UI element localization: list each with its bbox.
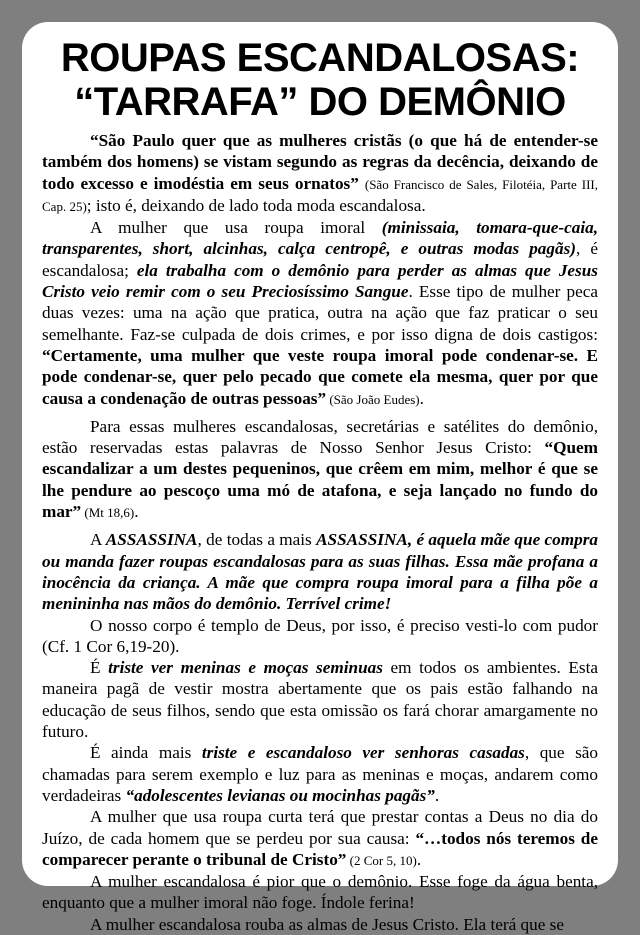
paragraph-2-quote: “Certamente, uma mulher que veste roupa imoral pode condenar-se. E pode condenar-se, quer pelo pecado que comete ela mesma, quer por que causa a condenação de outras pessoas” [42, 345, 598, 408]
paragraph-3 [42, 416, 598, 523]
title-line-2: “TARRAFA” DO DEMÔNIO [74, 80, 566, 124]
paragraph-7 [42, 742, 598, 806]
paragraph-3-quote: “Quem escandalizar a um destes pequeninos, que crêem em mim, melhor é que se lhe pendure ao pescoço uma mó de atafona, e seja lançado no fundo do mar” [42, 438, 598, 522]
paragraph-2-text-c: , é escandalosa; [42, 239, 598, 280]
paragraph-1-reference: (São Francisco de Sales, Filotéia, Parte III, Cap. 25) [42, 176, 598, 214]
paragraph-4-text-a: A [90, 530, 106, 550]
paragraph-1-quote: “São Paulo quer que as mulheres cristãs (o que há de entender-se também dos homens) se vistam segundo as regras da decência, deixando de todo excesso e imodéstia em seus ornatos” [42, 131, 598, 193]
paragraph-6 [42, 657, 598, 742]
paragraph-7-text-c: , que são chamadas para serem exemplo e luz para as meninas e moças, andarem como verdadeiras [42, 743, 598, 805]
paragraph-4-emphasis-e: , é aquela mãe que compra ou manda fazer roupas escandalosas para as suas filhas. Essa mãe profana a inocência da criança. A mãe que compra roupa imoral para a filha põe a menininha nas mãos do demônio. Terrível crime! [42, 530, 598, 614]
paragraph-8-text-a: A mulher que usa roupa curta terá que prestar contas a Deus no dia do Juízo, de cada homem que se perdeu por sua causa: [42, 807, 598, 848]
paragraph-1 [42, 130, 598, 217]
paragraph-10: A mulher escandalosa rouba as almas de Jesus Cristo. Ela terá que se [90, 914, 564, 934]
paragraph-2-text-e: . Esse tipo de mulher peca duas vezes: uma na ação que pratica, outra na ação que faz praticar o seu semelhante. Faz-se culpada de dois crimes, e por isso digna de dois castigos: [42, 282, 598, 344]
paragraph-7-text-e: . [434, 785, 440, 805]
title-line-1: ROUPAS ESCANDALOSAS: [60, 36, 580, 80]
paragraph-2-text-a: A mulher que usa roupa imoral [90, 218, 382, 238]
paragraph-2-emphasis-d: ela trabalha com o demônio para perder as almas que Jesus Cristo veio remir com o seu Preciosíssimo Sangue [42, 260, 598, 302]
paragraph-8-quote: “…todos nós teremos de comparecer perante o tribunal de Cristo” [42, 828, 598, 869]
article-body [42, 130, 598, 935]
paragraph-1-tail: ; isto é, deixando de lado toda moda escandalosa. [86, 195, 426, 215]
paragraph-4-text-c: , de todas a mais [197, 530, 317, 550]
paragraph-7-text-a: É ainda mais [90, 743, 202, 763]
paragraph-9: A mulher escandalosa é pior que o demônio. Esse foge da água benta, enquanto que a mulher imoral não foge. Índole ferina! [42, 872, 598, 913]
paragraph-6-emphasis-b: triste ver meninas e moças seminuas [108, 658, 383, 678]
paragraph-7-emphasis-d: “adolescentes levianas ou mocinhas pagãs” [125, 785, 435, 805]
paragraph-2-reference: (São João Eudes) [326, 391, 420, 407]
paragraph-3-reference: (Mt 18,6) [81, 505, 135, 521]
paragraph-6-text-a: É [90, 658, 109, 678]
paragraph-8-text-c: . [416, 849, 422, 869]
paragraph-4-emphasis-d: ASSASSINA [316, 530, 408, 550]
paragraph-8-reference: (2 Cor 5, 10) [346, 852, 417, 868]
document-page [22, 22, 618, 934]
paragraph-7-emphasis-b: triste e escandaloso ver senhoras casadas [201, 743, 525, 763]
paragraph-3-text-c: . [134, 502, 139, 522]
paragraph-3-text-a: Para essas mulheres escandalosas, secretárias e satélites do demônio, estão reservadas estas palavras de Nosso Senhor Jesus Cristo: [42, 416, 598, 458]
paragraph-4 [42, 529, 598, 614]
page-title [42, 36, 598, 124]
paragraph-4-emphasis-b: ASSASSINA [105, 530, 198, 550]
paragraph-2-text-g: . [419, 388, 424, 408]
paragraph-6-text-c: em todos os ambientes. Esta maneira pagã de vestir mostra abertamente que os pais estão falhando na educação de seus filhos, sendo que esta omissão os fará chorar amargamente no futuro. [42, 658, 598, 742]
paragraph-2 [42, 217, 598, 410]
paragraph-2-emphasis-b: (minissaia, tomara-que-caia, transparentes, short, alcinhas, calça centropê, e outras modas pagãs) [42, 218, 599, 259]
paragraph-5: O nosso corpo é templo de Deus, por isso, é preciso vesti-lo com pudor (Cf. 1 Cor 6,19-20). [42, 615, 598, 656]
paragraph-8 [42, 806, 598, 871]
